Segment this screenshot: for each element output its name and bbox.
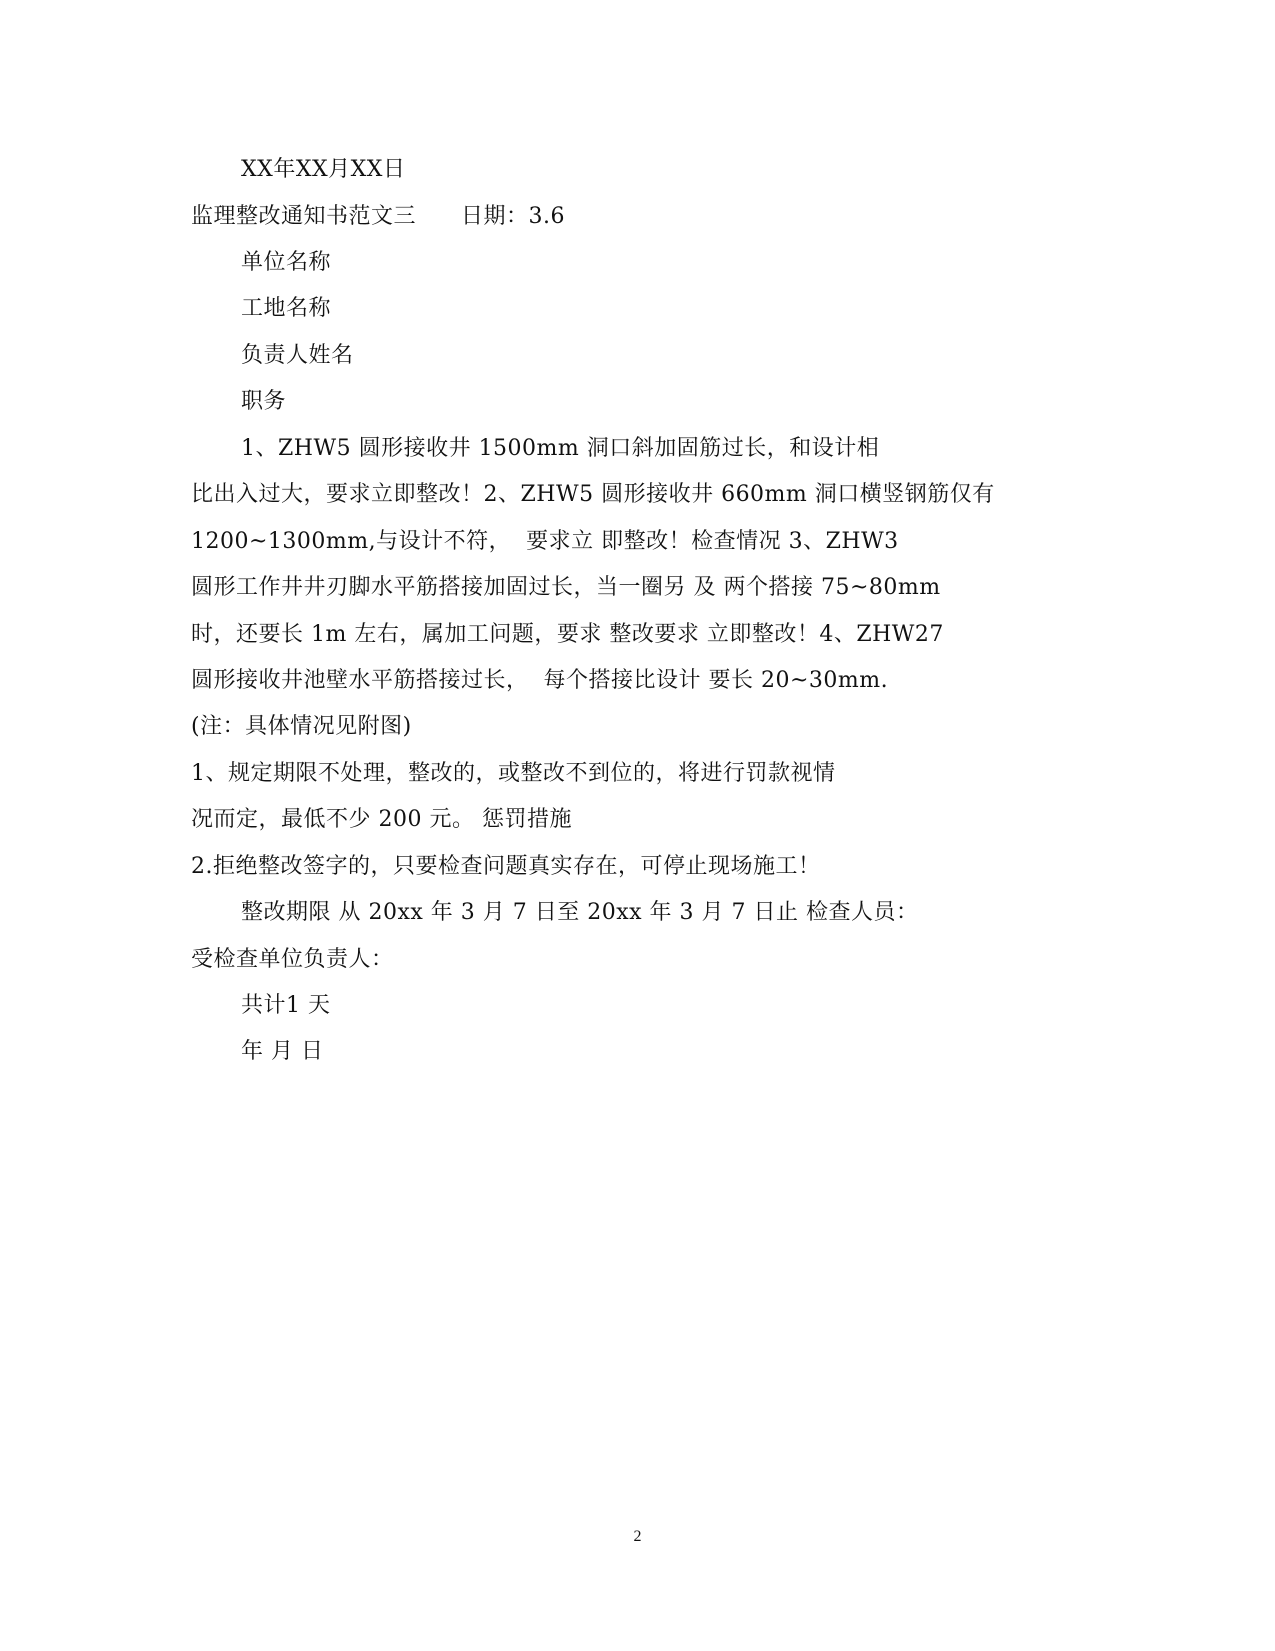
body-line: 1、ZHW5 圆形接收井 1500mm 洞口斜加固筋过长，和设计相	[241, 436, 880, 461]
body-line: 圆形工作井井刃脚水平筋搭接加固过长，当一圈另 及 两个搭接 75~80mm	[191, 575, 941, 600]
total-days-line: 共计1 天	[241, 993, 331, 1018]
deadline-line: 整改期限 从 20xx 年 3 月 7 日至 20xx 年 3 月 7 日止 检查人员：	[241, 900, 919, 925]
penalty-line: 2.拒绝整改签字的，只要检查问题真实存在，可停止现场施工！	[191, 854, 821, 879]
body-line: 比出入过大，要求立即整改！2、ZHW5 圆形接收井 660mm 洞口横竖钢筋仅有	[191, 482, 995, 507]
penalty-line: 况而定，最低不少 200 元。 惩罚措施	[191, 807, 572, 832]
inspected-unit-line: 受检查单位负责人：	[191, 947, 394, 972]
body-line: 圆形接收井池壁水平筋搭接过长， 每个搭接比设计 要长 20~30mm.	[191, 668, 889, 693]
note-line: (注：具体情况见附图)	[191, 714, 412, 739]
title-line: 监理整改通知书范文三 日期：3.6	[191, 204, 565, 229]
body-line: 1200~1300mm,与设计不符， 要求立 即整改！检查情况 3、ZHW3	[191, 529, 899, 554]
unit-name-label: 单位名称	[241, 250, 332, 275]
page-number: 2	[633, 1528, 642, 1545]
year-month-day-line: 年 月 日	[241, 1039, 324, 1064]
penalty-line: 1、规定期限不处理，整改的，或整改不到位的，将进行罚款视情	[191, 761, 836, 786]
site-name-label: 工地名称	[241, 296, 332, 321]
date-line: XX年XX月XX日	[241, 157, 406, 182]
person-in-charge-label: 负责人姓名	[241, 343, 354, 368]
position-label: 职务	[241, 389, 287, 414]
body-line: 时，还要长 1m 左右，属加工问题，要求 整改要求 立即整改！4、ZHW27	[191, 622, 944, 647]
